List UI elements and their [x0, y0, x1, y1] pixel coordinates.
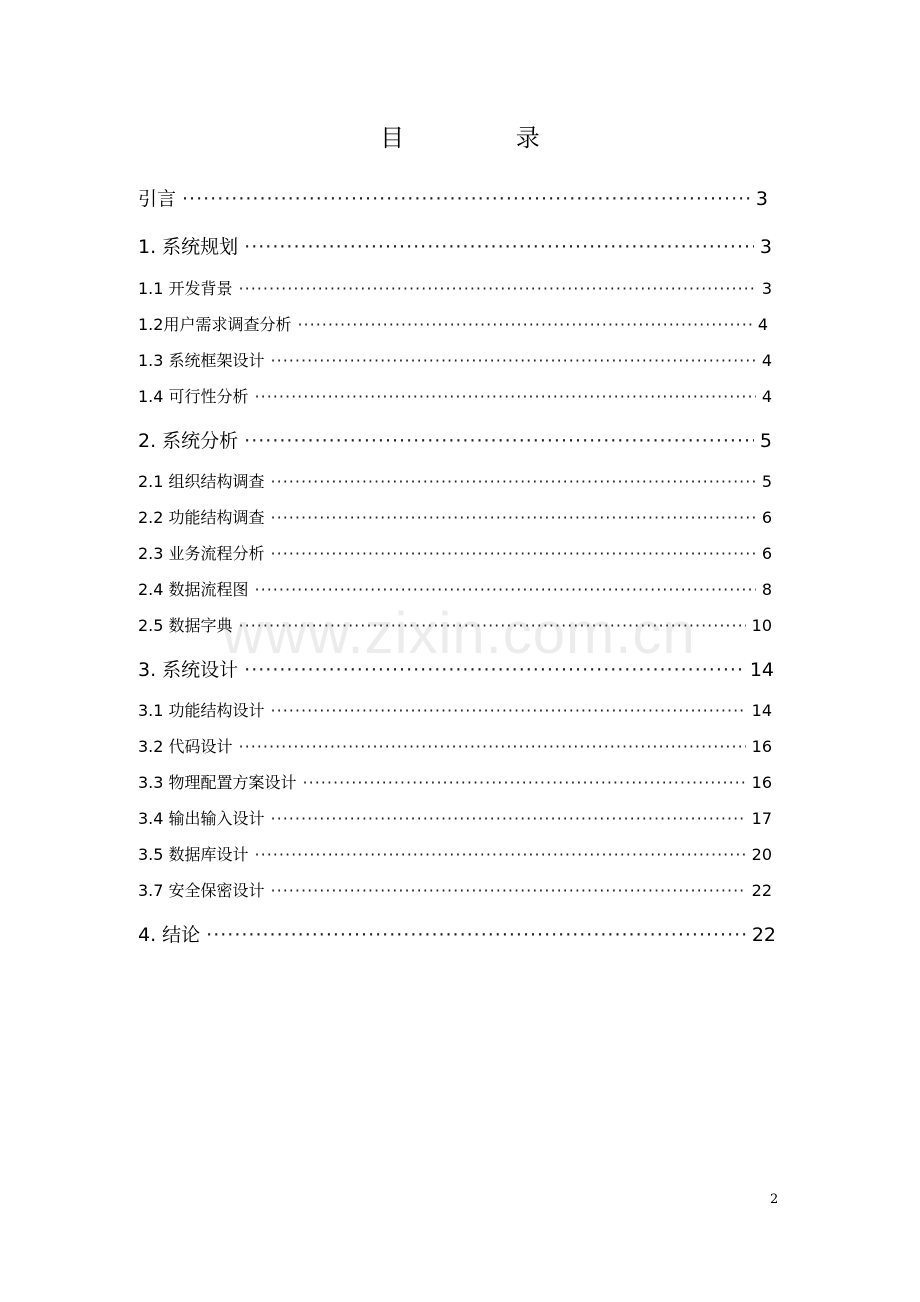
toc-entry-page: 22: [751, 881, 772, 900]
toc-entry-page: 20: [751, 845, 772, 864]
toc-entry-4[interactable]: [138, 920, 776, 947]
toc-entry-label: 2.3 业务流程分析: [138, 544, 265, 563]
page-number: 2: [770, 1192, 779, 1207]
toc-entry-label: 2.5 数据字典: [138, 616, 233, 635]
toc-entry-1-2[interactable]: [138, 312, 768, 335]
toc-entry-3[interactable]: [138, 655, 774, 682]
toc-entry-label: 1. 系统规划: [138, 236, 239, 258]
toc-entry-2-5[interactable]: [138, 613, 772, 636]
dot-leader: [271, 881, 746, 900]
toc-entry-label: 3.2 代码设计: [138, 737, 233, 756]
toc-entry-3-4[interactable]: [138, 806, 772, 829]
toc-entry-page: 3: [759, 236, 772, 258]
dot-leader: [271, 508, 756, 527]
toc-entry-page: 22: [751, 924, 776, 946]
toc-entry-label: 2. 系统分析: [138, 430, 239, 452]
toc-entry-page: 4: [761, 387, 772, 406]
toc-entry-label: 3.4 输出输入设计: [138, 809, 265, 828]
toc-entry-label: 4. 结论: [138, 924, 201, 946]
toc-entry-page: 3: [761, 279, 772, 298]
toc-entry-page: 8: [761, 580, 772, 599]
toc-entry-label: 1.2用户需求调查分析: [138, 315, 292, 334]
dot-leader: [271, 701, 746, 720]
toc-entry-page: 6: [761, 544, 772, 563]
toc-entry-label: 1.1 开发背景: [138, 279, 233, 298]
toc-entry-page: 4: [757, 315, 768, 334]
toc-entry-2-1[interactable]: [138, 469, 772, 492]
toc-entry-label: 引言: [138, 188, 177, 210]
toc-entry-3-7[interactable]: [138, 878, 772, 901]
dot-leader: [239, 737, 746, 756]
toc-entry-page: 10: [751, 616, 772, 635]
toc-entry-page: 5: [759, 430, 772, 452]
toc-entry-1-3[interactable]: [138, 348, 772, 371]
dot-leader: [244, 430, 754, 452]
toc-entry-page: 3: [755, 188, 768, 210]
toc-entry-page: 4: [761, 351, 772, 370]
toc-entry-page: 17: [751, 809, 772, 828]
dot-leader: [271, 544, 756, 563]
toc-entry-label: 3.1 功能结构设计: [138, 701, 265, 720]
toc-entry-page: 14: [749, 659, 774, 681]
dot-leader: [303, 773, 746, 792]
toc-entry-page: 5: [761, 472, 772, 491]
toc-entry-label: 3.5 数据库设计: [138, 845, 249, 864]
toc-entry-label: 1.3 系统框架设计: [138, 351, 265, 370]
toc-entry-introduction[interactable]: [138, 184, 768, 211]
toc-entry-label: 3. 系统设计: [138, 659, 239, 681]
toc-entry-page: 6: [761, 508, 772, 527]
toc-entry-1-4[interactable]: [138, 384, 772, 407]
toc-entry-2[interactable]: [138, 426, 772, 453]
toc-entry-label: 2.2 功能结构调查: [138, 508, 265, 527]
dot-leader: [255, 845, 746, 864]
toc-entry-2-4[interactable]: [138, 577, 772, 600]
dot-leader: [239, 279, 756, 298]
dot-leader: [297, 315, 751, 334]
dot-leader: [206, 924, 746, 946]
dot-leader: [271, 351, 756, 370]
toc-entry-1[interactable]: [138, 232, 772, 259]
toc-entry-3-5[interactable]: [138, 842, 772, 865]
toc-entry-label: 1.4 可行性分析: [138, 387, 249, 406]
watermark: www.zixin.com.cn: [222, 601, 696, 666]
dot-leader: [271, 809, 746, 828]
dot-leader: [244, 659, 744, 681]
toc-entry-label: 2.4 数据流程图: [138, 580, 249, 599]
toc-entry-3-2[interactable]: [138, 734, 772, 757]
toc-entry-2-2[interactable]: [138, 505, 772, 528]
dot-leader: [244, 236, 754, 258]
toc-entry-label: 2.1 组织结构调查: [138, 472, 265, 491]
dot-leader: [255, 580, 756, 599]
toc-entry-label: 3.3 物理配置方案设计: [138, 773, 297, 792]
toc-title: 目 录: [380, 124, 592, 152]
toc-entry-3-3[interactable]: [138, 770, 772, 793]
toc-entry-2-3[interactable]: [138, 541, 772, 564]
toc-entry-1-1[interactable]: [138, 276, 772, 299]
dot-leader: [239, 616, 746, 635]
toc-entry-3-1[interactable]: [138, 698, 772, 721]
toc-entry-page: 16: [751, 737, 772, 756]
toc-entry-page: 16: [751, 773, 772, 792]
dot-leader: [271, 472, 756, 491]
dot-leader: [255, 387, 756, 406]
dot-leader: [182, 188, 750, 210]
toc-entry-label: 3.7 安全保密设计: [138, 881, 265, 900]
toc-entry-page: 14: [751, 701, 772, 720]
